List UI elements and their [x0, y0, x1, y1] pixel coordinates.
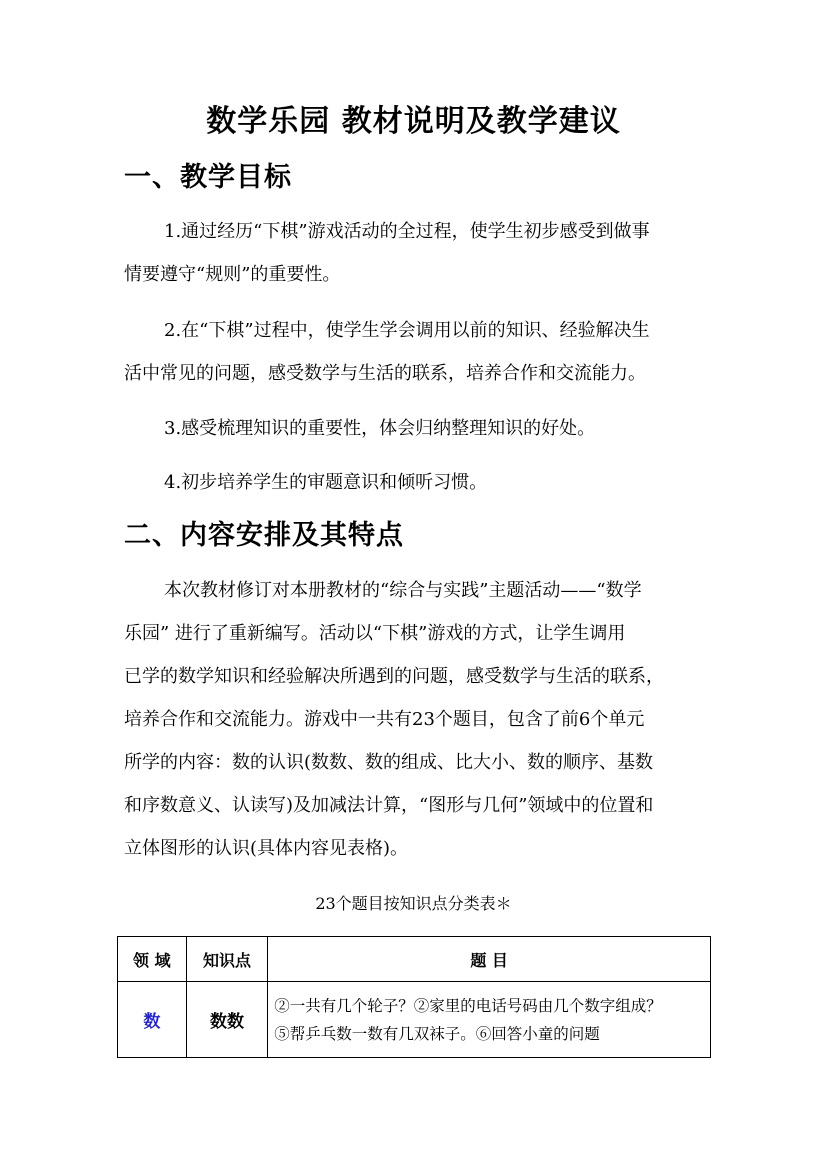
- cell-domain: 数: [118, 982, 187, 1058]
- content-line-2: 乐园” 进行了重新编写。活动以“下棋”游戏的方式，让学生调用: [124, 623, 626, 644]
- table-header-row: [118, 937, 711, 982]
- header-domain: 领 域: [118, 937, 187, 982]
- content-line-6: 和序数意义、认读写)及加减法计算，“图形与几何”领域中的位置和: [124, 795, 654, 816]
- section-heading-goals: 一、教学目标: [124, 162, 292, 193]
- table-caption: 23个题目按知识点分类表＊: [315, 894, 512, 913]
- goal-item-3-line-1: 3.感受梳理知识的重要性，体会归纳整理知识的好处。: [164, 418, 596, 439]
- content-line-1: 本次教材修订对本册教材的“综合与实践”主题活动——“数学: [164, 580, 642, 601]
- header-knowledge: 知识点: [186, 937, 268, 982]
- knowledge-table: [117, 936, 711, 1058]
- header-questions: 题 目: [268, 937, 711, 982]
- cell-knowledge: 数数: [186, 982, 268, 1058]
- cell-questions: [268, 982, 711, 1058]
- content-line-5: 所学的内容：数的认识(数数、数的组成、比大小、数的顺序、基数: [124, 752, 654, 773]
- content-line-7: 立体图形的认识(具体内容见表格)。: [124, 838, 409, 859]
- goal-item-4-line-1: 4.初步培养学生的审题意识和倾听习惯。: [164, 472, 488, 493]
- page-title: 数学乐园 教材说明及教学建议: [206, 104, 621, 139]
- goal-item-2-line-1: 2.在“下棋”过程中，使学生学会调用以前的知识、经验解决生: [164, 320, 650, 341]
- question-line-1: ②一共有几个轮子？②家里的电话号码由几个数字组成？: [274, 996, 662, 1015]
- section-heading-content: 二、内容安排及其特点: [124, 520, 404, 551]
- content-line-3: 已学的数学知识和经验解决所遇到的问题，感受数学与生活的联系，: [124, 666, 664, 687]
- goal-item-2-line-2: 活中常见的问题，感受数学与生活的联系，培养合作和交流能力。: [124, 363, 646, 384]
- goal-item-1-line-2: 情要遵守“规则”的重要性。: [124, 264, 341, 285]
- content-line-4: 培养合作和交流能力。游戏中一共有23个题目，包含了前6个单元: [124, 709, 645, 730]
- table-row: [118, 982, 711, 1058]
- question-line-2: ⑤帮乒乓数一数有几双袜子。⑥回答小童的问题: [274, 1024, 600, 1043]
- goal-item-1-line-1: 1.通过经历“下棋”游戏活动的全过程，使学生初步感受到做事: [164, 221, 650, 242]
